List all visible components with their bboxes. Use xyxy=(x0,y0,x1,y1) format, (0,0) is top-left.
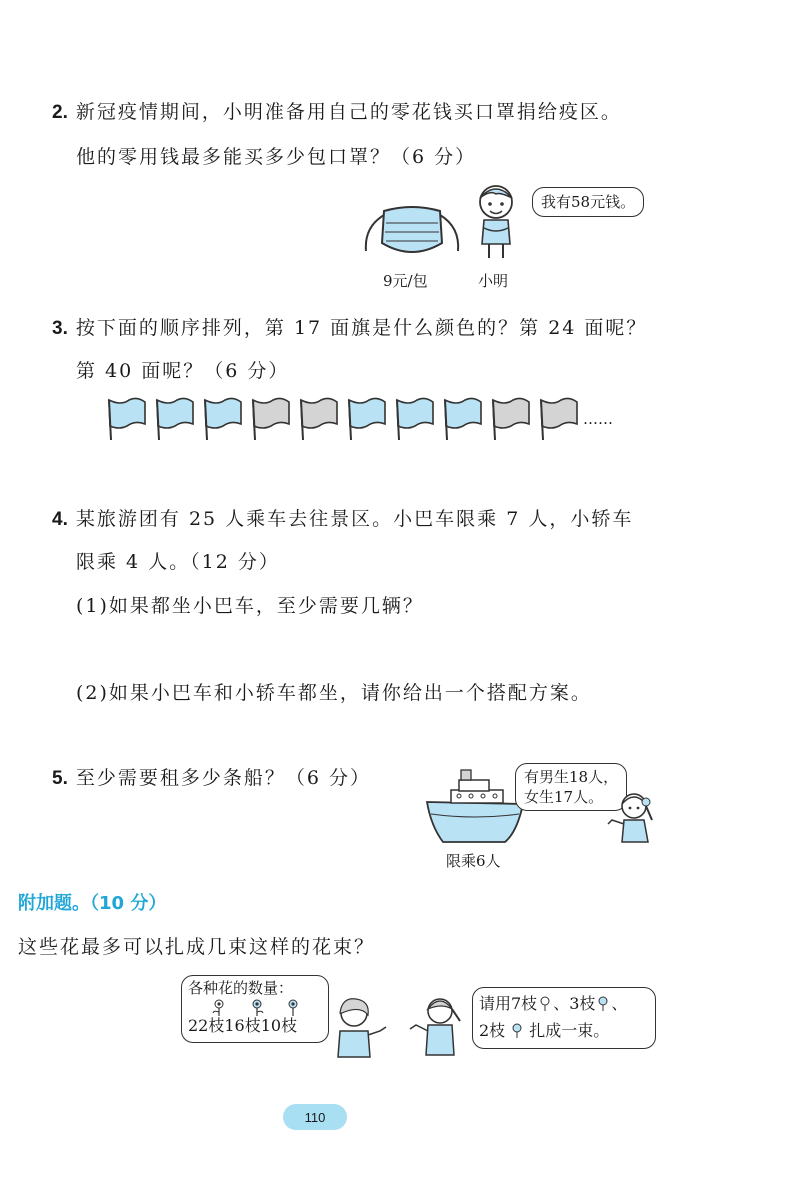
q4-text: 某旅游团有 25 人乘车去往景区。小巴车限乘 7 人，小轿车 xyxy=(75,508,634,530)
boat-caption: 限乘6人 xyxy=(446,852,501,870)
flower-icon-b xyxy=(595,995,611,1011)
q5-line1 xyxy=(52,763,371,790)
recipe-line2 xyxy=(479,1017,649,1044)
recipe-part-a: 请用7枝 xyxy=(479,994,538,1013)
girl2-illustration xyxy=(408,995,464,1057)
flag-1 xyxy=(105,398,149,442)
q2-line2: 他的零用钱最多能买多少包口罩？（6 分） xyxy=(76,146,477,168)
boy-illustration xyxy=(470,182,522,262)
page-number: 110 xyxy=(283,1104,347,1130)
q5-number: 5. xyxy=(52,768,68,789)
bonus-question: 这些花最多可以扎成几束这样的花束？ xyxy=(18,936,376,958)
flower-count-title: 各种花的数量： xyxy=(188,979,294,997)
flag-2 xyxy=(153,398,197,442)
recipe-part-c: 、 xyxy=(611,994,628,1013)
flag-8 xyxy=(441,398,485,442)
flag-ellipsis: …… xyxy=(583,410,613,428)
q4-sub2: (2)如果小巴车和小轿车都坐，请你给出一个搭配方案。 xyxy=(76,682,592,704)
flower-yellow-icon xyxy=(248,998,266,1016)
q2-text: 新冠疫情期间，小明准备用自己的零花钱买口罩捐给疫区。 xyxy=(75,101,622,123)
flower-count-3: 10枝 xyxy=(260,1016,298,1035)
flower-red-icon xyxy=(210,998,228,1016)
flag-3 xyxy=(201,398,245,442)
q4-sub1: (1)如果都坐小巴车，至少需要几辆？ xyxy=(76,595,424,617)
flower-counts xyxy=(188,1016,322,1036)
q4-number: 4. xyxy=(52,509,68,530)
q3-line1 xyxy=(52,313,647,340)
mask-price: 9元/包 xyxy=(383,272,428,290)
flower-count-2: 16枝 xyxy=(224,1016,261,1035)
q4-line1 xyxy=(52,504,633,531)
flag-10 xyxy=(537,398,581,442)
bonus-title: 附加题。（10 分） xyxy=(18,893,167,914)
q5-text: 至少需要租多少条船？（6 分） xyxy=(75,767,372,789)
q3-text: 按下面的顺序排列，第 17 面旗是什么颜色的？第 24 面呢？ xyxy=(75,317,648,339)
flag-7 xyxy=(393,398,437,442)
recipe-line1 xyxy=(479,990,649,1017)
girl-illustration xyxy=(606,790,656,848)
flower-count-bubble xyxy=(181,975,329,1043)
flag-5 xyxy=(297,398,341,442)
boy-name: 小明 xyxy=(478,272,509,290)
flower-icons-row xyxy=(188,998,322,1014)
q3-number: 3. xyxy=(52,318,68,339)
flag-6 xyxy=(345,398,389,442)
flower-icon-c xyxy=(509,1022,525,1038)
flag-4 xyxy=(249,398,293,442)
recipe-part-e: 扎成一束。 xyxy=(529,1021,610,1040)
flower-count-1: 22枝 xyxy=(188,1016,225,1035)
boat-illustration xyxy=(425,780,525,846)
teacher-illustration xyxy=(330,995,390,1057)
girl-bubble-line2: 女生17人。 xyxy=(524,788,604,806)
q3-line2: 第 40 面呢？（6 分） xyxy=(76,360,290,382)
recipe-part-b: 、3枝 xyxy=(553,994,596,1013)
girl-bubble-line1: 有男生18人， xyxy=(524,768,619,786)
flower-blue-icon xyxy=(284,998,302,1016)
flower-icon-a xyxy=(537,995,553,1011)
q2-line1 xyxy=(52,97,622,124)
bouquet-recipe-bubble xyxy=(472,987,656,1049)
boy-speech-bubble: 我有58元钱。 xyxy=(532,187,644,217)
recipe-part-d: 2枝 xyxy=(479,1021,506,1040)
q4-line2: 限乘 4 人。（12 分） xyxy=(76,551,280,573)
flag-9 xyxy=(489,398,533,442)
q2-number: 2. xyxy=(52,102,68,123)
mask-illustration xyxy=(362,205,462,263)
